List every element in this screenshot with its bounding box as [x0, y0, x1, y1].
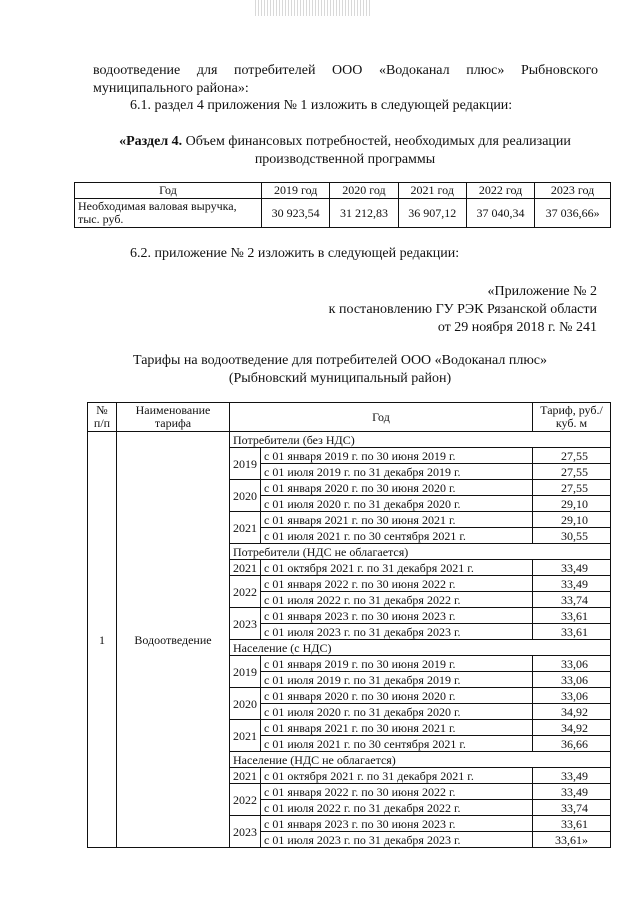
item-6-2: 6.2. приложение № 2 изложить в следующей редакции:	[130, 246, 460, 261]
period-cell: с 01 июля 2020 г. по 31 декабря 2020 г.	[261, 704, 533, 720]
financial-year: 2019 год	[262, 183, 330, 199]
tariff-title-line: Тарифы на водоотведение для потребителей ООО «Водоканал плюс»	[132, 353, 547, 368]
financial-header-label: Год	[75, 183, 262, 199]
period-cell: с 01 января 2019 г. по 30 июня 2019 г.	[261, 656, 533, 672]
financial-row-label: Необходимая валовая выручка, тыс. руб.	[75, 199, 262, 228]
financial-value: 31 212,83	[330, 199, 398, 228]
period-cell: с 01 января 2021 г. по 30 июня 2021 г.	[261, 512, 533, 528]
period-cell: с 01 января 2021 г. по 30 июня 2021 г.	[261, 720, 533, 736]
header-tariff: Тариф, руб./куб. м	[533, 403, 611, 432]
year-cell: 2019	[230, 448, 261, 480]
period-cell: с 01 июля 2022 г. по 31 декабря 2022 г.	[261, 800, 533, 816]
header-number: № п/п	[88, 403, 117, 432]
group-title: Население (НДС не облагается)	[230, 752, 611, 768]
financial-year: 2020 год	[330, 183, 398, 199]
tariff-value: 33,61	[533, 624, 611, 640]
tariff-value: 33,61»	[533, 832, 611, 848]
tariff-value: 27,55	[533, 448, 611, 464]
period-cell: с 01 июля 2019 г. по 31 декабря 2019 г.	[261, 672, 533, 688]
year-cell: 2021	[230, 768, 261, 784]
section-title-bold: «Раздел 4.	[119, 134, 183, 149]
period-cell: с 01 июля 2021 г. по 30 сентября 2021 г.	[261, 528, 533, 544]
period-cell: с 01 января 2023 г. по 30 июня 2023 г.	[261, 608, 533, 624]
financial-value: 37 040,34	[466, 199, 534, 228]
tariff-value: 33,06	[533, 656, 611, 672]
tariff-name: Водоотведение	[117, 432, 230, 848]
tariff-value: 34,92	[533, 720, 611, 736]
tariff-value: 33,49	[533, 784, 611, 800]
appendix-reference	[329, 283, 597, 337]
financial-value: 36 907,12	[398, 199, 466, 228]
financial-table	[74, 182, 611, 228]
year-cell: 2023	[230, 816, 261, 848]
period-cell: с 01 января 2019 г. по 30 июня 2019 г.	[261, 448, 533, 464]
group-title: Население (с НДС)	[230, 640, 611, 656]
year-cell: 2022	[230, 576, 261, 608]
section-title-text: Объем финансовых потребностей, необходимых для реализации производственной программы	[185, 134, 571, 167]
stamp-mark	[255, 0, 370, 16]
appendix-line: к постановлению ГУ РЭК Рязанской области	[328, 302, 597, 317]
tariff-value: 33,06	[533, 672, 611, 688]
tariff-header-row	[88, 403, 611, 432]
section-title	[80, 133, 610, 169]
tariff-value: 27,55	[533, 480, 611, 496]
tariff-value: 33,49	[533, 560, 611, 576]
year-cell: 2020	[230, 688, 261, 720]
year-cell: 2023	[230, 608, 261, 640]
period-cell: с 01 января 2023 г. по 30 июня 2023 г.	[261, 816, 533, 832]
appendix-line: «Приложение № 2	[487, 284, 597, 299]
financial-year: 2022 год	[466, 183, 534, 199]
tariff-value: 34,92	[533, 704, 611, 720]
period-cell: с 01 июля 2019 г. по 31 декабря 2019 г.	[261, 464, 533, 480]
group-title: Потребители (НДС не облагается)	[230, 544, 611, 560]
tariff-value: 33,49	[533, 768, 611, 784]
period-cell: с 01 января 2022 г. по 30 июня 2022 г.	[261, 784, 533, 800]
financial-year: 2023 год	[535, 183, 611, 199]
header-name: Наименование тарифа	[117, 403, 230, 432]
tariff-value: 33,74	[533, 592, 611, 608]
tariff-value: 33,74	[533, 800, 611, 816]
financial-value: 30 923,54	[262, 199, 330, 228]
tariff-value: 33,61	[533, 816, 611, 832]
tariff-value: 33,49	[533, 576, 611, 592]
period-cell: с 01 июля 2023 г. по 31 декабря 2023 г.	[261, 624, 533, 640]
tariff-value: 30,55	[533, 528, 611, 544]
row-number: 1	[88, 432, 117, 848]
period-cell: с 01 июля 2023 г. по 31 декабря 2023 г.	[261, 832, 533, 848]
period-cell: с 01 июля 2021 г. по 30 сентября 2021 г.	[261, 736, 533, 752]
year-cell: 2022	[230, 784, 261, 816]
tariff-title	[100, 352, 580, 388]
tariff-value: 29,10	[533, 512, 611, 528]
financial-value-row	[75, 199, 611, 228]
item-6-1: 6.1. раздел 4 приложения № 1 изложить в следующей редакции:	[130, 98, 513, 113]
tariff-value: 33,06	[533, 688, 611, 704]
year-cell: 2020	[230, 480, 261, 512]
tariff-value: 27,55	[533, 464, 611, 480]
period-cell: с 01 января 2020 г. по 30 июня 2020 г.	[261, 688, 533, 704]
period-cell: с 01 октября 2021 г. по 31 декабря 2021 г.	[261, 768, 533, 784]
tariff-value: 36,66	[533, 736, 611, 752]
period-cell: с 01 января 2020 г. по 30 июня 2020 г.	[261, 480, 533, 496]
appendix-line: от 29 ноября 2018 г. № 241	[437, 320, 597, 335]
period-cell: с 01 июля 2022 г. по 31 декабря 2022 г.	[261, 592, 533, 608]
financial-header-row	[75, 183, 611, 199]
tariff-body	[88, 432, 611, 848]
group-title: Потребители (без НДС)	[230, 432, 611, 448]
period-cell: с 01 октября 2021 г. по 31 декабря 2021 г.	[261, 560, 533, 576]
group-header-row	[88, 432, 611, 448]
financial-value: 37 036,66»	[535, 199, 611, 228]
year-cell: 2021	[230, 720, 261, 752]
tariff-value: 33,61	[533, 608, 611, 624]
financial-year: 2021 год	[398, 183, 466, 199]
tariff-table	[87, 402, 611, 848]
period-cell: с 01 июля 2020 г. по 31 декабря 2020 г.	[261, 496, 533, 512]
tariff-value: 29,10	[533, 496, 611, 512]
period-cell: с 01 января 2022 г. по 30 июня 2022 г.	[261, 576, 533, 592]
header-year: Год	[230, 403, 533, 432]
year-cell: 2021	[230, 512, 261, 544]
intro-paragraph: водоотведение для потребителей ООО «Водоканал плюс» Рыбновского муниципального района»:	[93, 63, 598, 96]
year-cell: 2021	[230, 560, 261, 576]
tariff-title-line: (Рыбновский муниципальный район)	[228, 371, 452, 386]
year-cell: 2019	[230, 656, 261, 688]
